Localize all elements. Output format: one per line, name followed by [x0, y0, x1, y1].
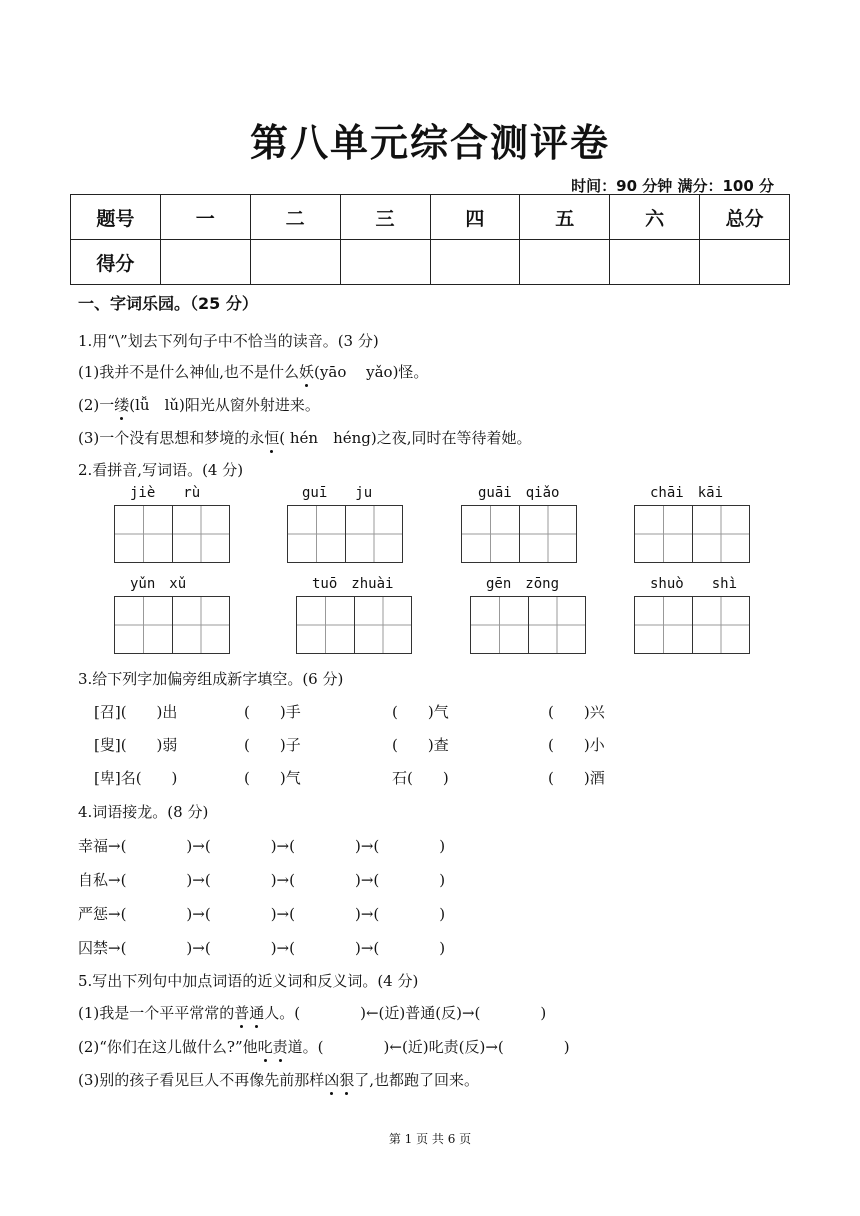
pinyin-label: tuō zhuài: [312, 576, 394, 592]
radical-item: [叟]( )弱: [94, 736, 178, 754]
sentence-text: 了,也都跑了回来。: [354, 1071, 480, 1089]
score-blank[interactable]: [340, 240, 430, 285]
question-3-prompt: 3.给下列字加偏旁组成新字填空。(6 分): [78, 670, 344, 688]
score-cell: 四: [430, 195, 520, 240]
radical-item: ( )查: [392, 736, 449, 754]
dotted-char: 凶: [324, 1071, 340, 1089]
sentence-text: (lǚ lǔ)阳光从窗外射进来。: [129, 396, 320, 414]
score-cell: 二: [250, 195, 340, 240]
sentence-text: 道。( )←(近)叱责(反)→( ): [287, 1038, 570, 1056]
section-heading: 一、字词乐园。（25 分）: [78, 294, 258, 313]
writing-grid[interactable]: [296, 596, 412, 654]
sentence-text: (2)“你们在这儿做什么?”他: [78, 1038, 258, 1056]
dotted-char: 恒: [264, 429, 280, 447]
dotted-char: 叱: [257, 1038, 273, 1056]
score-table-score-row: [71, 240, 790, 285]
radical-item: [召]( )出: [94, 703, 178, 721]
radical-item: 石( ): [392, 769, 449, 787]
dotted-char: 责: [272, 1038, 288, 1056]
dotted-char: 通: [249, 1004, 265, 1022]
sentence-text: (3)一个没有思想和梦境的永: [78, 429, 265, 447]
page-footer: 第 1 页 共 6 页: [388, 1132, 472, 1146]
score-table: [70, 194, 790, 285]
sentence-text: (2)一: [78, 396, 115, 414]
sentence-text: 人。( )←(近)普通(反)→( ): [264, 1004, 547, 1022]
question-5-sentence-3: [78, 1069, 479, 1090]
radical-item: ( )子: [244, 736, 301, 754]
question-4-prompt: 4.词语接龙。(8 分): [78, 803, 209, 821]
radical-item: ( )酒: [548, 769, 605, 787]
dotted-char: 妖: [299, 363, 315, 381]
radical-item: ( )手: [244, 703, 301, 721]
word-chain-row: 严惩→( )→( )→( )→( ): [78, 905, 446, 923]
radical-item: ( )气: [244, 769, 301, 787]
dotted-char: 缕: [114, 396, 130, 414]
score-cell: 总分: [700, 195, 790, 240]
dotted-char: 普: [234, 1004, 250, 1022]
score-cell: 三: [340, 195, 430, 240]
score-blank[interactable]: [430, 240, 520, 285]
writing-grid[interactable]: [114, 596, 230, 654]
word-chain-row: 幸福→( )→( )→( )→( ): [78, 837, 446, 855]
sentence-text: (1)我是一个平平常常的: [78, 1004, 235, 1022]
question-1-sentence-1: [78, 361, 428, 382]
pinyin-label: shuò shì: [650, 576, 738, 592]
pinyin-label: gēn zōng: [486, 576, 560, 592]
question-5-sentence-1: [78, 1002, 546, 1023]
score-row-label: 得分: [71, 240, 161, 285]
sentence-text: (1)我并不是什么神仙,也不是什么: [78, 363, 300, 381]
sentence-text: ( hén héng)之夜,同时在等待着她。: [279, 429, 532, 447]
question-1-sentence-2: [78, 394, 320, 415]
exam-meta: 时间：90 分钟 满分：100 分: [571, 177, 774, 195]
writing-grid[interactable]: [461, 505, 577, 563]
radical-item: ( )气: [392, 703, 449, 721]
score-table-header-row: [71, 195, 790, 240]
score-blank[interactable]: [250, 240, 340, 285]
question-1-prompt: 1.用“\”划去下列句子中不恰当的读音。(3 分): [78, 332, 379, 350]
pinyin-label: yǔn xǔ: [130, 576, 187, 592]
writing-grid[interactable]: [470, 596, 586, 654]
page-title: 第八单元综合测评卷: [249, 121, 610, 165]
word-chain-row: 囚禁→( )→( )→( )→( ): [78, 939, 446, 957]
word-chain-row: 自私→( )→( )→( )→( ): [78, 871, 446, 889]
dotted-char: 狠: [339, 1071, 355, 1089]
writing-grid[interactable]: [287, 505, 403, 563]
score-blank[interactable]: [610, 240, 700, 285]
sentence-text: (3)别的孩子看见巨人不再像先前那样: [78, 1071, 325, 1089]
score-cell: 五: [520, 195, 610, 240]
pinyin-label: guāi qiǎo: [478, 485, 560, 501]
pinyin-label: guī ju: [302, 485, 373, 501]
question-5-prompt: 5.写出下列句中加点词语的近义词和反义词。(4 分): [78, 972, 419, 990]
pinyin-label: chāi kāi: [650, 485, 724, 501]
question-5-sentence-2: [78, 1036, 570, 1057]
question-2-prompt: 2.看拼音,写词语。(4 分): [78, 461, 244, 479]
score-blank[interactable]: [160, 240, 250, 285]
score-blank[interactable]: [520, 240, 610, 285]
radical-item: ( )小: [548, 736, 605, 754]
score-blank[interactable]: [700, 240, 790, 285]
radical-item: ( )兴: [548, 703, 605, 721]
writing-grid[interactable]: [634, 596, 750, 654]
score-cell: 六: [610, 195, 700, 240]
writing-grid[interactable]: [114, 505, 230, 563]
pinyin-label: jiè rù: [130, 485, 201, 501]
score-cell: 一: [160, 195, 250, 240]
sentence-text: (yāo yǎo)怪。: [314, 363, 429, 381]
question-1-sentence-3: [78, 427, 532, 448]
writing-grid[interactable]: [634, 505, 750, 563]
score-cell: 题号: [71, 195, 161, 240]
radical-item: [卑]名( ): [94, 769, 178, 787]
